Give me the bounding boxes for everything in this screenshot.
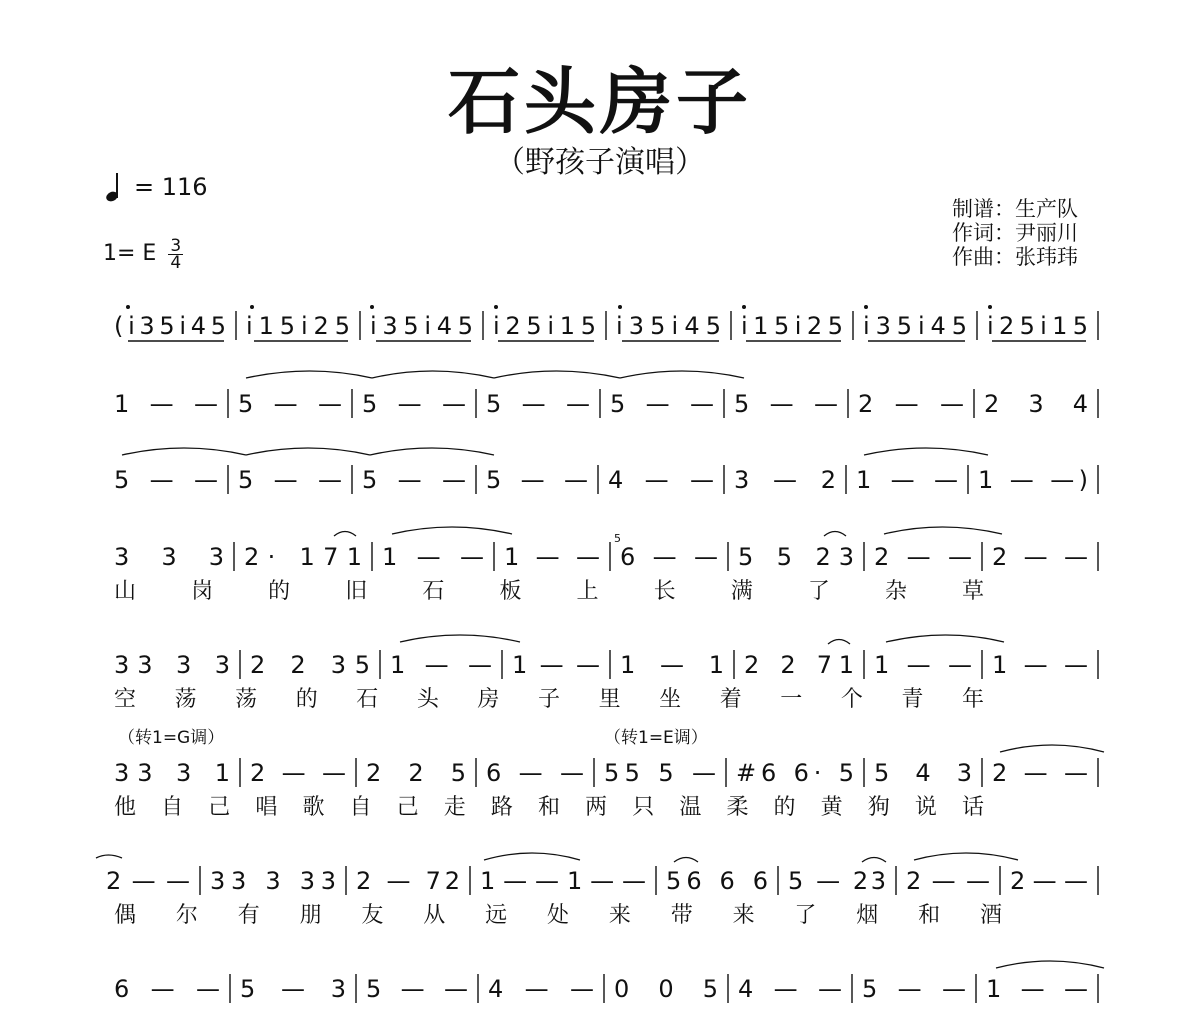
measure: 5 — —	[486, 390, 590, 418]
lyric-char: 和	[918, 903, 941, 928]
tie	[914, 853, 1018, 860]
lyric-char: 远	[485, 903, 508, 928]
measure: 5 — —	[734, 390, 838, 418]
octave-dots	[126, 305, 992, 309]
tempo-value: = 116	[134, 173, 208, 201]
slur	[334, 532, 356, 537]
notes-layer	[106, 312, 1088, 1003]
measure: 5 — —	[862, 975, 966, 1003]
lyric-char: 有	[237, 903, 260, 928]
lyric-char: 两	[585, 795, 608, 820]
measure: 2 2 5	[366, 759, 466, 787]
measure: 33 3 33	[210, 867, 336, 895]
measure: i35i45	[370, 312, 473, 340]
credit-lyricist: 作词：尹丽川	[952, 221, 1078, 245]
measure: 1 — —	[874, 651, 972, 679]
lyric-char: 和	[538, 795, 561, 820]
tie	[400, 635, 520, 642]
tie	[886, 635, 1004, 642]
lyric-char: 板	[499, 579, 522, 604]
lyric-char: 话	[962, 795, 985, 820]
tie	[996, 961, 1104, 968]
measure: 2 2 35	[250, 651, 370, 679]
measure: 5 5 23	[738, 543, 854, 571]
lyric-char: 个	[840, 687, 863, 712]
key-text: 1= E	[103, 241, 157, 266]
lyric-char: 青	[901, 687, 924, 712]
measure: 6 — —	[486, 759, 584, 787]
tie	[246, 448, 370, 455]
measure: 4 — —	[738, 975, 842, 1003]
measure: 6 — —	[114, 975, 220, 1003]
tie	[122, 448, 246, 455]
measure: 2 — —	[874, 543, 972, 571]
lyric-char: 走	[443, 795, 466, 820]
measure: 1 — —	[382, 543, 484, 571]
measure: (i35i45	[114, 312, 226, 340]
lyric-char: 来	[732, 903, 755, 928]
measure: 5 — —	[114, 466, 218, 494]
measure: 3 — 2	[734, 466, 836, 494]
modulation-g: （转1=G调）	[118, 728, 225, 748]
lyric-char: 尔	[175, 903, 198, 928]
song-subtitle: （野孩子演唱）	[495, 145, 705, 180]
lyric-char: 荡	[174, 687, 197, 712]
lyric-char: 偶	[114, 903, 137, 928]
measure: 5 — 3	[240, 975, 346, 1003]
tie	[484, 853, 580, 860]
octave-dot	[618, 305, 622, 309]
lyric-char: 朋	[299, 903, 322, 928]
lyric-char: 子	[538, 687, 561, 712]
lyric-char: 友	[361, 903, 384, 928]
measure: 2 2 71	[744, 651, 854, 679]
lyric-char: 一	[780, 687, 803, 712]
measure: 1 — —	[114, 390, 218, 418]
measure: 5 — 23	[788, 867, 886, 895]
measure: 1 — —)	[978, 466, 1088, 494]
lyric-char: 了	[807, 579, 830, 604]
lyric-char: 的	[773, 795, 796, 820]
measure: 4 — —	[488, 975, 594, 1003]
measure: 2 — —	[906, 867, 990, 895]
measure: 2 — —	[992, 759, 1088, 787]
measure: 5 — —	[610, 390, 714, 418]
credit-composer: 作曲：张玮玮	[952, 245, 1078, 269]
measure: 5 4 3	[874, 759, 972, 787]
credit-arranger: 制谱：生产队	[952, 197, 1078, 221]
measure: 1 — —	[504, 543, 600, 571]
measure: 2 — —	[992, 543, 1088, 571]
lyric-char: 石	[356, 687, 379, 712]
measure: 56 6 6	[666, 867, 768, 895]
measure: 1 — —	[512, 651, 600, 679]
octave-dot	[370, 305, 374, 309]
measure: 55 5 —	[604, 759, 716, 787]
lyric-char: 空	[114, 687, 137, 712]
measure: 1 — —	[390, 651, 492, 679]
time-numerator: 3	[170, 235, 182, 256]
lyric-char: 石	[422, 579, 445, 604]
slur	[824, 532, 846, 537]
lyric-char: 处	[547, 903, 570, 928]
lyric-char: 他	[114, 795, 137, 820]
slur	[828, 640, 850, 645]
tie	[246, 371, 372, 378]
modulation-e: （转1=E调）	[604, 728, 708, 748]
song-title: 石头房子	[447, 60, 752, 144]
tie	[620, 371, 744, 378]
lyric-char: 年	[962, 687, 985, 712]
measure: 5 — —	[362, 466, 466, 494]
lyric-char: 着	[719, 687, 742, 712]
octave-dot	[126, 305, 130, 309]
lyric-char: 房	[477, 687, 500, 712]
lyric-char: 满	[730, 579, 753, 604]
lyric-char: 坐	[659, 687, 682, 712]
octave-dot	[988, 305, 992, 309]
measure: 2· 171	[244, 543, 362, 571]
measure: 5 — —	[366, 975, 468, 1003]
lyric-char: 黄	[820, 795, 843, 820]
measure: 1 — —	[986, 975, 1088, 1003]
lyric-char: 荡	[235, 687, 258, 712]
measure: 4 — —	[608, 466, 714, 494]
measure: i35i45	[863, 312, 967, 340]
lyric-char: 里	[598, 687, 621, 712]
lyric-char: 了	[794, 903, 817, 928]
octave-dot	[742, 305, 746, 309]
tie	[392, 527, 512, 534]
tie	[96, 855, 122, 858]
lyric-char: 自	[161, 795, 184, 820]
measure: i25i15	[987, 312, 1088, 340]
tie	[884, 527, 1002, 534]
measure: 1 — 1	[620, 651, 724, 679]
measure: 2 3 4	[984, 390, 1088, 418]
lyric-char: 烟	[856, 903, 879, 928]
tie	[1000, 745, 1104, 752]
lyric-char: 带	[670, 903, 693, 928]
measure: 3 3 3	[114, 543, 224, 571]
measure: i15i25	[741, 312, 843, 340]
lyric-char: 说	[914, 795, 937, 820]
lyric-char: 上	[576, 579, 599, 604]
lyric-char: 的	[295, 687, 318, 712]
measure: 5 — —	[238, 390, 342, 418]
measure: 5 — —	[486, 466, 588, 494]
measure: #6 6· 5	[736, 759, 854, 787]
tie	[864, 448, 988, 455]
measure: 6 — —	[620, 543, 718, 571]
octave-dot	[494, 305, 498, 309]
grace-note: 5	[614, 532, 621, 545]
lyric-char: 唱	[255, 795, 278, 820]
lyric-char: 自	[349, 795, 372, 820]
measure: 33 3 3	[114, 651, 230, 679]
measure: i35i45	[616, 312, 721, 340]
measure: 0 0 5	[614, 975, 718, 1003]
measure: 5 — —	[238, 466, 342, 494]
measure: 1 — —	[992, 651, 1088, 679]
measure: 2 — —	[858, 390, 964, 418]
lyric-char: 杂	[884, 579, 907, 604]
tie	[494, 371, 620, 378]
lyric-char: 只	[632, 795, 655, 820]
measure: i25i15	[493, 312, 596, 340]
measure: 2 — —	[1010, 867, 1088, 895]
lyric-char: 路	[490, 795, 513, 820]
measure: 5 — —	[362, 390, 466, 418]
measure: 2 — —	[106, 867, 190, 895]
lyric-char: 旧	[345, 579, 368, 604]
tie	[370, 448, 494, 455]
lyric-char: 的	[268, 579, 291, 604]
measure: 1 — — 1 — —	[480, 867, 646, 895]
measure: 2 — —	[250, 759, 346, 787]
lyric-char: 温	[679, 795, 702, 820]
measure: 33 3 1	[114, 759, 230, 787]
measure: 2 — 72	[356, 867, 460, 895]
time-denominator: 4	[170, 252, 182, 273]
lyric-char: 柔	[726, 795, 749, 820]
octave-dot	[250, 305, 254, 309]
lyric-char: 歌	[302, 795, 325, 820]
lyric-char: 长	[653, 579, 676, 604]
lyric-char: 草	[962, 579, 985, 604]
lyric-char: 己	[396, 795, 419, 820]
slur	[862, 858, 886, 863]
lyric-char: 酒	[980, 903, 1003, 928]
lyric-char: 岗	[191, 579, 214, 604]
lyric-char: 从	[423, 903, 446, 928]
lyric-char: 己	[208, 795, 231, 820]
lyric-char: 山	[114, 579, 137, 604]
slur	[674, 858, 698, 863]
measure: 1 — —	[856, 466, 958, 494]
lyric-char: 头	[416, 687, 439, 712]
octave-dot	[864, 305, 868, 309]
lyric-char: 来	[608, 903, 631, 928]
measure: i15i25	[246, 312, 350, 340]
tie	[372, 371, 494, 378]
lyric-char: 狗	[867, 795, 890, 820]
